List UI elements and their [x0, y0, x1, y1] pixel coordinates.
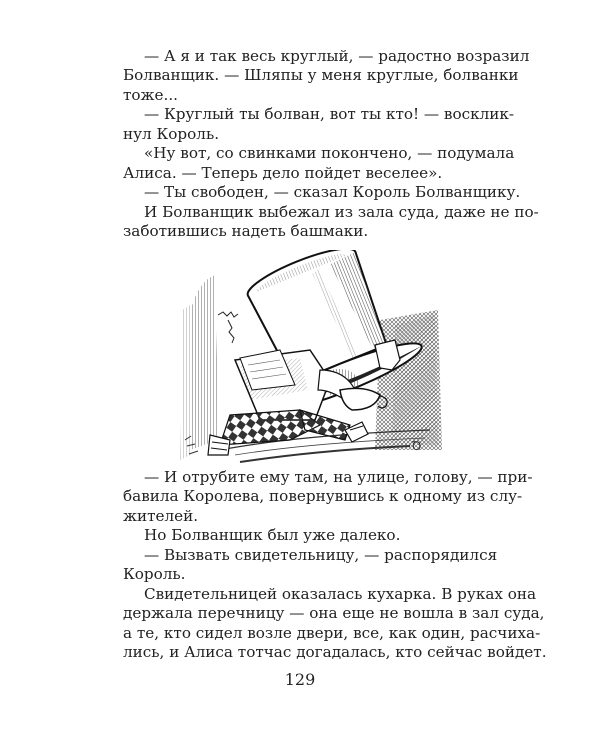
text-line: — А я и так весь круглый, — радостно возразил — [144, 47, 530, 65]
mad-hatter-drawing-icon — [180, 250, 442, 465]
svg-text:Ꝺ: Ꝺ — [412, 439, 422, 453]
top-text-block — [123, 47, 539, 242]
bottom-text-block — [123, 468, 547, 663]
text-line: жителей. — [123, 506, 199, 525]
text-line: держала перечницу — она еще не вошла в зал суда, — [123, 604, 545, 623]
text-line: И Болванщик выбежал из зала суда, даже не по- — [144, 202, 539, 221]
text-line: — Ты свободен, — сказал Король Болванщику. — [144, 183, 521, 202]
text-line: бавила Королева, повернувшись к одному из слу- — [123, 487, 523, 506]
text-line: Король. — [123, 565, 186, 584]
text-line: — Вызвать свидетельницу, — распорядился — [144, 545, 498, 564]
text-line: тоже... — [123, 85, 178, 104]
mad-hatter-illustration — [180, 250, 442, 465]
text-line: — Круглый ты болван, вот ты кто! — восклик- — [144, 105, 515, 124]
text-line: «Ну вот, со свинками покончено, — подумала — [144, 144, 515, 163]
text-line: лись, и Алиса тотчас догадалась, кто сейчас войдет. — [123, 643, 547, 662]
text-line: Свидетельницей оказалась кухарка. В руках она — [144, 584, 537, 603]
text-line: Болванщик. — Шляпы у меня круглые, болванки — [123, 66, 519, 85]
text-line: заботившись надеть башмаки. — [123, 222, 369, 241]
text-line: Алиса. — Теперь дело пойдет веселее». — [123, 163, 443, 182]
text-line: Но Болванщик был уже далеко. — [144, 526, 401, 545]
page-number: 129 — [284, 670, 316, 689]
text-line: нул Король. — [123, 124, 220, 143]
text-line: — И отрубите ему там, на улице, голову, — при- — [144, 468, 533, 486]
text-line: а те, кто сидел возле двери, все, как один, расчиха- — [123, 623, 541, 642]
